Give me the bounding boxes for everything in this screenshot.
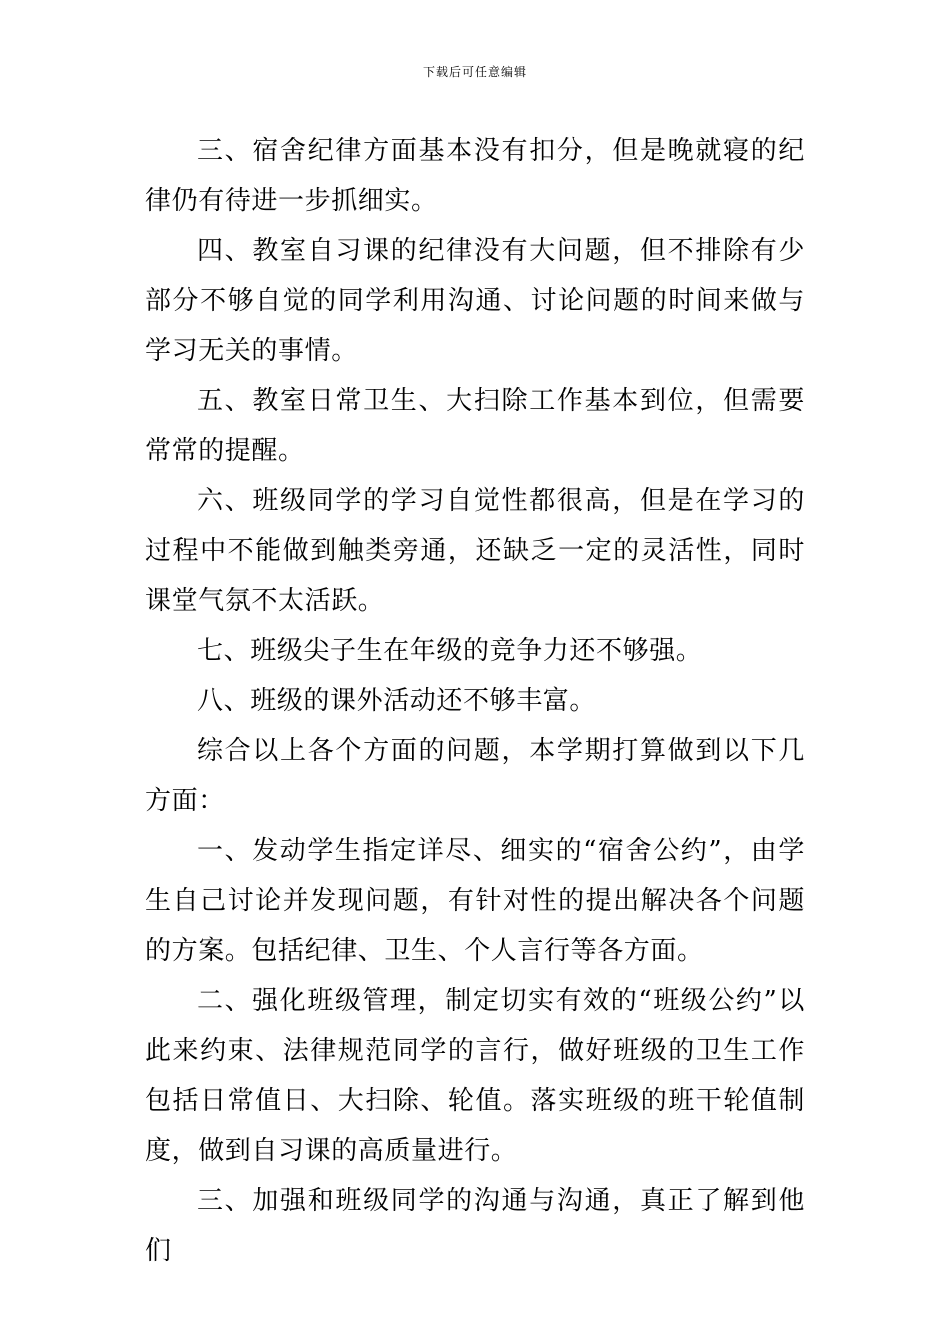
paragraph-study-awareness: 六、班级同学的学习自觉性都很高，但是在学习的过程中不能做到触类旁通，还缺乏一定的灵活性，同时课堂气氛不太活跃。: [145, 486, 805, 616]
paragraph-classroom-study: 四、教室自习课的纪律没有大问题，但不排除有少部分不够自觉的同学利用沟通、讨论问题的时间来做与学习无关的事情。: [145, 236, 805, 366]
paragraph-extracurricular: 八、班级的课外活动还不够丰富。: [197, 686, 597, 716]
document-body: [145, 126, 805, 1276]
page-header: 下载后可任意编辑: [422, 65, 527, 79]
paragraph-dorm-convention: 一、发动学生指定详尽、细实的“宿舍公约”，由学生自己讨论并发现问题，有针对性的提出解决各个问题的方案。包括纪律、卫生、个人言行等各方面。: [145, 836, 805, 966]
paragraph-classroom-hygiene: 五、教室日常卫生、大扫除工作基本到位，但需要常常的提醒。: [145, 386, 805, 466]
paragraph-summary: 综合以上各个方面的问题，本学期打算做到以下几方面：: [145, 736, 805, 816]
paragraph-class-management: 二、强化班级管理，制定切实有效的“班级公约”以此来约束、法律规范同学的言行，做好班级的卫生工作包括日常值日、大扫除、轮值。落实班级的班干轮值制度，做到自习课的高质量进行。: [145, 986, 805, 1166]
paragraph-dorm-discipline: 三、宿舍纪律方面基本没有扣分，但是晚就寝的纪律仍有待进一步抓细实。: [145, 136, 805, 216]
paragraph-top-students: 七、班级尖子生在年级的竞争力还不够强。: [197, 636, 703, 666]
paragraph-communication: 三、加强和班级同学的沟通与沟通，真正了解到他们: [145, 1186, 805, 1266]
